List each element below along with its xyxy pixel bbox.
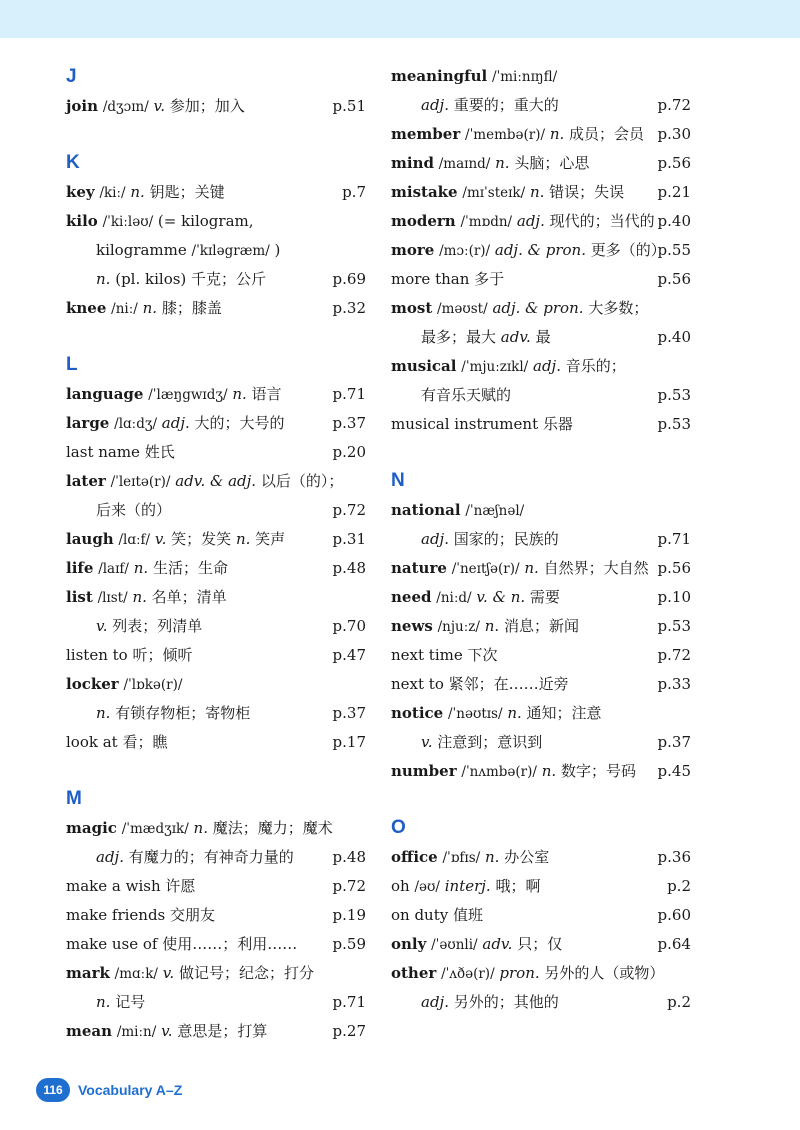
vocab-entry (391, 988, 691, 1017)
phonetic: /dʒɔɪn/ (102, 99, 149, 115)
definition: 办公室 (504, 848, 550, 866)
definition: 更多（的） (590, 241, 666, 259)
vocab-entry (391, 91, 691, 120)
part-of-speech: n. (142, 299, 158, 317)
definition: 有魔力的；有神奇力量的 (128, 848, 294, 866)
part-of-speech: v. & n. (476, 588, 526, 606)
vocab-entry (66, 930, 366, 959)
page-reference: p.56 (657, 559, 691, 577)
definition: 数字；号码 (560, 762, 636, 780)
phonetic: /njuːz/ (437, 619, 480, 635)
definition: ) (274, 241, 281, 259)
definition: make a wish 许愿 (66, 877, 196, 895)
vocab-entry (66, 959, 366, 988)
part-of-speech: adj. & pron. (494, 241, 586, 259)
part-of-speech: adj. (96, 848, 124, 866)
definition: look at 看；瞧 (66, 733, 168, 751)
page-reference: p.40 (657, 328, 691, 346)
page-reference: p.72 (332, 501, 366, 519)
vocab-entry (66, 901, 366, 930)
phonetic: /ˈmembə(r)/ (465, 127, 546, 143)
part-of-speech: n. (507, 704, 522, 722)
page-reference: p.17 (332, 733, 366, 751)
vocab-entry (391, 149, 691, 178)
page-reference: p.53 (657, 386, 691, 404)
vocab-entry (66, 178, 366, 207)
headword: mark (66, 964, 110, 982)
definition: next to 紧邻；在……近旁 (391, 675, 569, 693)
phonetic: /ˈnʌmbə(r)/ (461, 764, 537, 780)
page-reference: p.69 (332, 270, 366, 288)
vocab-entry (66, 265, 366, 294)
top-band (0, 0, 800, 38)
page-reference: p.36 (657, 848, 691, 866)
page-reference: p.30 (657, 125, 691, 143)
vocab-entry (391, 381, 691, 410)
definition: musical instrument 乐器 (391, 415, 573, 433)
definition: 大的；大号的 (194, 414, 285, 432)
page-reference: p.20 (332, 443, 366, 461)
left-column (66, 62, 366, 1046)
phonetic: /ˈnəʊtɪs/ (448, 706, 503, 722)
vocab-entry (391, 670, 691, 699)
vocab-entry (391, 554, 691, 583)
definition: 记号 (115, 993, 146, 1011)
vocab-entry (66, 496, 366, 525)
vocab-entry (391, 728, 691, 757)
part-of-speech: adv. (500, 328, 531, 346)
part-of-speech: n. (235, 530, 251, 548)
part-of-speech: adj. (516, 212, 545, 230)
vocab-entry (66, 467, 366, 496)
definition: 头脑；心思 (514, 154, 590, 172)
part-of-speech: v. (161, 1022, 173, 1040)
part-of-speech: n. (549, 125, 565, 143)
headword: large (66, 414, 110, 432)
phonetic: /məʊst/ (437, 301, 488, 317)
phonetic: /ˈmædʒɪk/ (121, 821, 189, 837)
phonetic: /ˈkiːləʊ/ (102, 214, 154, 230)
headword: mistake (391, 183, 458, 201)
part-of-speech: v. (153, 97, 166, 115)
headword: member (391, 125, 461, 143)
phonetic: /laɪf/ (98, 561, 129, 577)
phonetic: /kiː/ (99, 185, 126, 201)
page-reference: p.37 (657, 733, 691, 751)
definition: listen to 听；倾听 (66, 646, 193, 664)
vocab-entry (391, 496, 691, 525)
part-of-speech: v. (154, 530, 167, 548)
vocab-entry (391, 959, 691, 988)
headword: key (66, 183, 95, 201)
part-of-speech: n. (484, 617, 500, 635)
headword: national (391, 501, 461, 519)
definition: make friends 交朋友 (66, 906, 216, 924)
phonetic: /mɔː(r)/ (439, 243, 491, 259)
vocab-entry (391, 410, 691, 439)
page-reference: p.27 (332, 1022, 366, 1040)
part-of-speech: n. (96, 704, 111, 722)
section-letter: N (391, 470, 405, 491)
phonetic: /ˈmɒdn/ (460, 214, 513, 230)
phonetic: /niː/ (111, 301, 138, 317)
page-reference: p.70 (332, 617, 366, 635)
part-of-speech: n. (484, 848, 500, 866)
page-reference: p.7 (342, 183, 366, 201)
part-of-speech: pron. (499, 964, 540, 982)
headword: office (391, 848, 438, 866)
definition: 名单；清单 (151, 588, 227, 606)
phonetic: /ˈnæʃnəl/ (465, 503, 525, 519)
vocab-entry (66, 843, 366, 872)
phonetic: /niːd/ (436, 590, 472, 606)
vocab-entry (391, 901, 691, 930)
definition: 意思是；打算 (177, 1022, 268, 1040)
definition: last name 姓氏 (66, 443, 175, 461)
vocab-entry (66, 728, 366, 757)
vocab-entry (391, 757, 691, 786)
page-reference: p.64 (657, 935, 691, 953)
page-reference: p.48 (332, 848, 366, 866)
part-of-speech: adj. (421, 530, 449, 548)
section-gap (66, 323, 366, 350)
page-reference: p.56 (657, 270, 691, 288)
part-of-speech: v. (162, 964, 175, 982)
page-reference: p.37 (332, 704, 366, 722)
part-of-speech: adj. & pron. (492, 299, 584, 317)
part-of-speech: n. (232, 385, 247, 403)
vocab-entry (391, 294, 691, 323)
vocab-entry (66, 814, 366, 843)
vocab-entry (66, 294, 366, 323)
vocab-entry (391, 352, 691, 381)
definition: 列表；列清单 (112, 617, 203, 635)
definition: 笑声 (255, 530, 286, 548)
part-of-speech: adj. (533, 357, 561, 375)
vocab-entry (66, 380, 366, 409)
definition: 以后（的）； (260, 472, 344, 490)
section-letter: J (66, 66, 77, 87)
vocab-entry (66, 207, 366, 236)
vocab-entry (391, 62, 691, 91)
definition: 音乐的； (565, 357, 626, 375)
headword: need (391, 588, 432, 606)
vocab-entry (66, 236, 366, 265)
definition: 消息；新闻 (503, 617, 579, 635)
page-reference: p.53 (657, 617, 691, 635)
vocab-entry (391, 699, 691, 728)
headword: more (391, 241, 435, 259)
definition: 国家的；民族的 (453, 530, 559, 548)
section-letter: O (391, 817, 406, 838)
phonetic: /ˈkɪləgræm/ (191, 243, 270, 259)
page-reference: p.32 (332, 299, 366, 317)
headword: list (66, 588, 93, 606)
headword: number (391, 762, 457, 780)
definition: 最 (535, 328, 551, 346)
phonetic: /ˈneɪtʃə(r)/ (451, 561, 520, 577)
phonetic: /əʊ/ (414, 879, 440, 895)
phonetic: /ˈlæŋgwɪdʒ/ (148, 387, 228, 403)
page-footer (36, 1077, 182, 1103)
page-reference: p.31 (332, 530, 366, 548)
footer-title: Vocabulary A–Z (78, 1082, 183, 1098)
page-reference: p.37 (332, 414, 366, 432)
definition: 自然界；大自然 (543, 559, 649, 577)
headword: only (391, 935, 427, 953)
definition: 大多数； (588, 299, 649, 317)
phonetic: /lɪst/ (97, 590, 128, 606)
part-of-speech: adj. (421, 96, 449, 114)
headword: most (391, 299, 433, 317)
vocab-entry (66, 409, 366, 438)
page-reference: p.72 (657, 96, 691, 114)
headword: mind (391, 154, 434, 172)
vocab-entry (66, 438, 366, 467)
page-reference: p.19 (332, 906, 366, 924)
page-reference: p.71 (332, 993, 366, 1011)
vocab-entry (66, 525, 366, 554)
headword: life (66, 559, 94, 577)
page-reference: p.48 (332, 559, 366, 577)
definition: 另外的；其他的 (453, 993, 559, 1011)
part-of-speech: n. (524, 559, 539, 577)
headword: other (391, 964, 437, 982)
page-reference: p.2 (667, 993, 691, 1011)
headword: meaningful (391, 67, 488, 85)
vocab-entry (391, 930, 691, 959)
definition: 通知；注意 (526, 704, 602, 722)
part-of-speech: n. (96, 993, 111, 1011)
vocab-entry (66, 1017, 366, 1046)
definition: 哦；啊 (495, 877, 541, 895)
vocab-entry (391, 843, 691, 872)
page-reference: p.33 (657, 675, 691, 693)
definition: 注意到；意识到 (437, 733, 543, 751)
part-of-speech: n. (132, 588, 147, 606)
headword: laugh (66, 530, 114, 548)
vocab-entry (66, 699, 366, 728)
definition: 重要的；重大的 (453, 96, 559, 114)
part-of-speech: n. (529, 183, 545, 201)
section-gap (66, 121, 366, 148)
part-of-speech: n. (193, 819, 208, 837)
definition: 另外的人（或物） (544, 964, 665, 982)
vocab-entry (66, 92, 366, 121)
page-reference: p.71 (657, 530, 691, 548)
page-reference: p.10 (657, 588, 691, 606)
headword: nature (391, 559, 447, 577)
page-reference: p.53 (657, 415, 691, 433)
definition: 做记号；纪念；打分 (178, 964, 314, 982)
headword: language (66, 385, 144, 403)
definition: 参加；加入 (169, 97, 245, 115)
page-reference: p.40 (657, 212, 691, 230)
vocab-entry (391, 525, 691, 554)
definition: (= kilogram, (157, 212, 254, 230)
page-number-badge: 116 (36, 1078, 70, 1102)
part-of-speech: adv. (482, 935, 513, 953)
definition: 错误；失误 (549, 183, 625, 201)
part-of-speech: adv. & adj. (175, 472, 257, 490)
right-column (391, 62, 691, 1017)
definition: on duty 值班 (391, 906, 483, 924)
section-gap (391, 439, 691, 466)
definition: 需要 (529, 588, 560, 606)
headword: join (66, 97, 99, 115)
vocab-entry (391, 207, 691, 236)
definition: 膝；膝盖 (161, 299, 222, 317)
part-of-speech: n. (133, 559, 149, 577)
page-reference: p.60 (657, 906, 691, 924)
headword: modern (391, 212, 456, 230)
page-reference: p.21 (657, 183, 691, 201)
definition: 成员；会员 (569, 125, 645, 143)
page-reference: p.55 (657, 241, 691, 259)
part-of-speech: n. (96, 270, 111, 288)
part-of-speech: v. (421, 733, 433, 751)
headword: mean (66, 1022, 113, 1040)
definition: make use of 使用……；利用…… (66, 935, 298, 953)
part-of-speech: n. (130, 183, 145, 201)
definition: 最多；最大 (421, 328, 497, 346)
phonetic: /mɑːk/ (114, 966, 158, 982)
section-letter: L (66, 354, 78, 375)
definition: next time 下次 (391, 646, 498, 664)
vocab-entry (391, 120, 691, 149)
headword: locker (66, 675, 119, 693)
vocab-entry (391, 236, 691, 265)
definition: 后来（的） (96, 501, 172, 519)
definition: more than 多于 (391, 270, 505, 288)
headword: knee (66, 299, 107, 317)
page-reference: p.45 (657, 762, 691, 780)
part-of-speech: v. (96, 617, 108, 635)
headword: news (391, 617, 433, 635)
vocab-entry (66, 583, 366, 612)
definition: 生活；生命 (152, 559, 228, 577)
headword: magic (66, 819, 117, 837)
phonetic: /ˈleɪtə(r)/ (110, 474, 171, 490)
vocab-entry (391, 872, 691, 901)
page-reference: p.2 (667, 877, 691, 895)
part-of-speech: adj. (161, 414, 190, 432)
page-reference: p.51 (332, 97, 366, 115)
headword: musical (391, 357, 457, 375)
definition: 语言 (251, 385, 282, 403)
section-letter: K (66, 152, 80, 173)
phonetic: /ˈʌðə(r)/ (441, 966, 495, 982)
definition: 魔法；魔力；魔术 (212, 819, 333, 837)
definition: 有锁存物柜；寄物柜 (115, 704, 251, 722)
vocab-entry (66, 670, 366, 699)
section-gap (66, 757, 366, 784)
definition: kilogramme (96, 241, 187, 259)
vocab-entry (391, 583, 691, 612)
part-of-speech: adj. (421, 993, 449, 1011)
page-reference: p.72 (332, 877, 366, 895)
section-letter: M (66, 788, 82, 809)
definition: 笑；发笑 (171, 530, 232, 548)
page-reference: p.56 (657, 154, 691, 172)
definition: 现代的；当代的 (549, 212, 655, 230)
phonetic: /ˈmjuːzɪkl/ (461, 359, 529, 375)
vocab-entry (66, 612, 366, 641)
definition: 钥匙；关键 (149, 183, 225, 201)
headword: later (66, 472, 106, 490)
page-reference: p.59 (332, 935, 366, 953)
headword: notice (391, 704, 444, 722)
phonetic: /lɑːdʒ/ (114, 416, 158, 432)
vocab-entry (66, 988, 366, 1017)
phonetic: /lɑːf/ (118, 532, 151, 548)
vocab-entry (66, 554, 366, 583)
phonetic: /ˈəʊnli/ (431, 937, 478, 953)
phonetic: /maɪnd/ (438, 156, 491, 172)
section-gap (391, 786, 691, 813)
vocab-entry (391, 323, 691, 352)
phonetic: /ˈmiːnɪŋfl/ (491, 69, 558, 85)
part-of-speech: n. (541, 762, 557, 780)
vocab-entry (391, 612, 691, 641)
vocab-entry (391, 178, 691, 207)
phonetic: /mɪˈsteɪk/ (462, 185, 526, 201)
phonetic: /ˈɒfɪs/ (442, 850, 481, 866)
vocab-entry (391, 265, 691, 294)
phonetic: /miːn/ (116, 1024, 157, 1040)
definition: 有音乐天赋的 (421, 386, 512, 404)
definition: 只；仅 (517, 935, 563, 953)
phonetic: /ˈlɒkə(r)/ (123, 677, 183, 693)
vocab-entry (66, 641, 366, 670)
page-reference: p.47 (332, 646, 366, 664)
part-of-speech: interj. (444, 877, 491, 895)
vocab-entry (66, 872, 366, 901)
headword: kilo (66, 212, 98, 230)
definition: oh (391, 877, 410, 895)
part-of-speech: n. (495, 154, 510, 172)
page-reference: p.72 (657, 646, 691, 664)
vocab-entry (391, 641, 691, 670)
definition: (pl. kilos) 千克；公斤 (115, 270, 267, 288)
page-reference: p.71 (332, 385, 366, 403)
